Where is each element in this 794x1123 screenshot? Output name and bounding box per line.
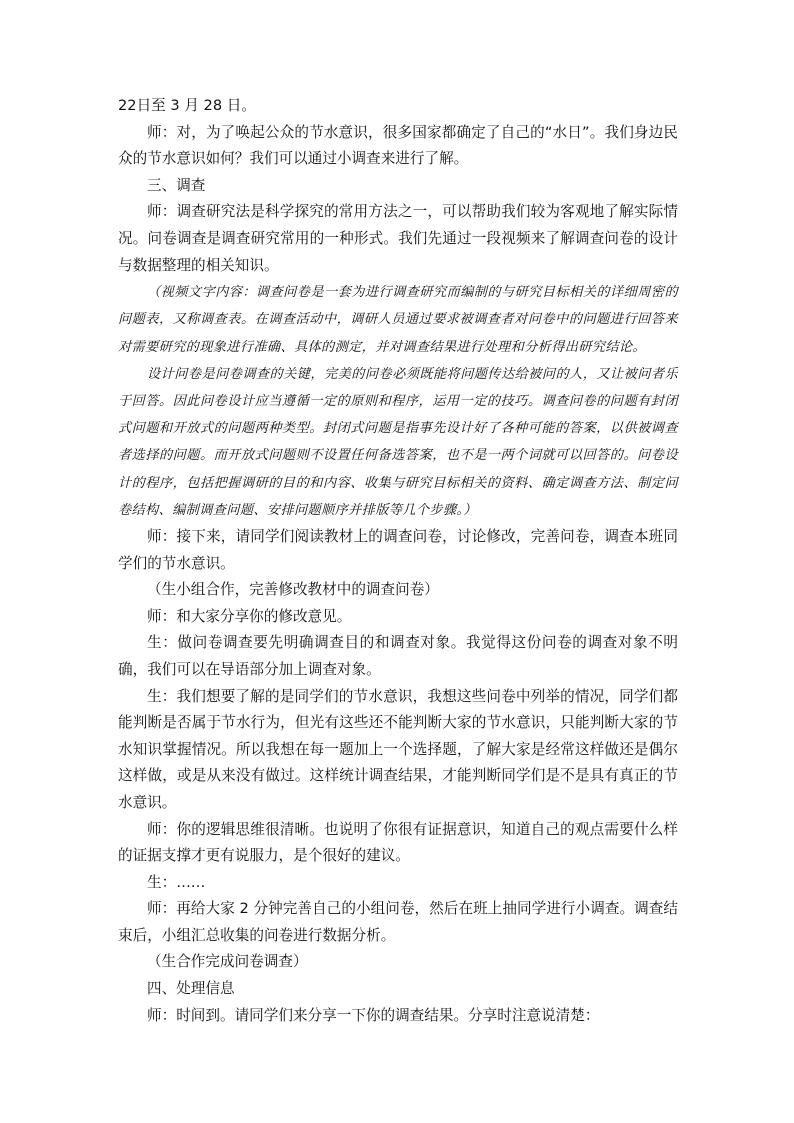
section-heading-process-info: 四、处理信息 <box>147 980 235 998</box>
paragraph-date-continuation: 22日至 3 月 28 日。 <box>118 97 256 114</box>
paragraph-student-awareness: 生：我们想要了解的是同学们的节水意识，我想这些问卷中列举的情况，同学们都能判断是否属于节水行为，但光有这些还不能判断大家的节水意识，只能判断大家的节水知识掌握情况。所以我想在每一题加上一个选择题，了解大家是经常这样做还是偶尔这样做，或是从来没有做过。这样统计调查结果，才能判断同学们是不是具有真正的节水意识。 <box>118 687 678 811</box>
paragraph-teacher-time-up: 师：时间到。请同学们来分享一下你的调查结果。分享时注意说清楚： <box>147 1006 600 1024</box>
paragraph-video-transcript-1: （视频文字内容：调查问卷是一套为进行调查研究而编制的与研究目标相关的详细周密的问题表，又称调查表。在调查活动中，调研人员通过要求被调查者对问卷中的问题进行回答来对需要研究的现象进行准确、具体的测定，并对调查结果进行处理和分析得出研究结论。 <box>118 285 678 355</box>
paragraph-student-target: 生：做问卷调查要先明确调查目的和调查对象。我觉得这份问卷的调查对象不明确，我们可以在导语部分加上调查对象。 <box>118 634 678 678</box>
document-page <box>118 93 678 1029</box>
paragraph-teacher-share: 师：和大家分享你的修改意见。 <box>147 607 352 625</box>
paragraph-teacher-two-minutes: 师：再给大家 2 分钟完善自己的小组问卷，然后在班上抽同学进行小调查。调查结束后，小组汇总收集的问卷进行数据分析。 <box>118 900 678 944</box>
paragraph-teacher-praise: 师：你的逻辑思维很清晰。也说明了你很有证据意识，知道自己的观点需要什么样的证据支撑才更有说服力，是个很好的建议。 <box>118 820 678 865</box>
stage-direction-complete-survey: （生合作完成问卷调查） <box>147 953 308 971</box>
paragraph-teacher-water-day: 师：对，为了唤起公众的节水意识，很多国家都确定了自己的“水日”。我们身边民众的节水意识如何？我们可以通过小调查来进行了解。 <box>118 123 678 168</box>
paragraph-student-ellipsis: 生：…… <box>147 873 206 891</box>
paragraph-teacher-survey-method: 师：调查研究法是科学探究的常用方法之一，可以帮助我们较为客观地了解实际情况。问卷调查是调查研究常用的一种形式。我们先通过一段视频来了解调查问卷的设计与数据整理的相关知识。 <box>118 203 678 274</box>
section-heading-survey: 三、调查 <box>147 176 206 194</box>
paragraph-video-transcript-2: 设计问卷是问卷调查的关键，完美的问卷必须既能将问题传达给被问的人，又让被问者乐于回答。因此问卷设计应当遵循一定的原则和程序，运用一定的技巧。调查问卷的问题有封闭式问题和开放式的问题两种类型。封闭式问题是指事先设计好了各种可能的答案，以供被调查者选择的问题。而开放式问题则不设置任何备选答案，也不是一两个词就可以回答的。问卷设计的程序，包括把握调研的目的和内容、收集与研究目标相关的资料、确定调查方法、制定问卷结构、编制调查问题、安排问题顺序并排版等几个步骤。） <box>118 366 678 518</box>
stage-direction-group-work: （生小组合作，完善修改教材中的调查问卷） <box>147 581 439 599</box>
paragraph-teacher-read-questionnaire: 师：接下来，请同学们阅读教材上的调查问卷，讨论修改，完善问卷，调查本班同学们的节水意识。 <box>118 527 678 572</box>
